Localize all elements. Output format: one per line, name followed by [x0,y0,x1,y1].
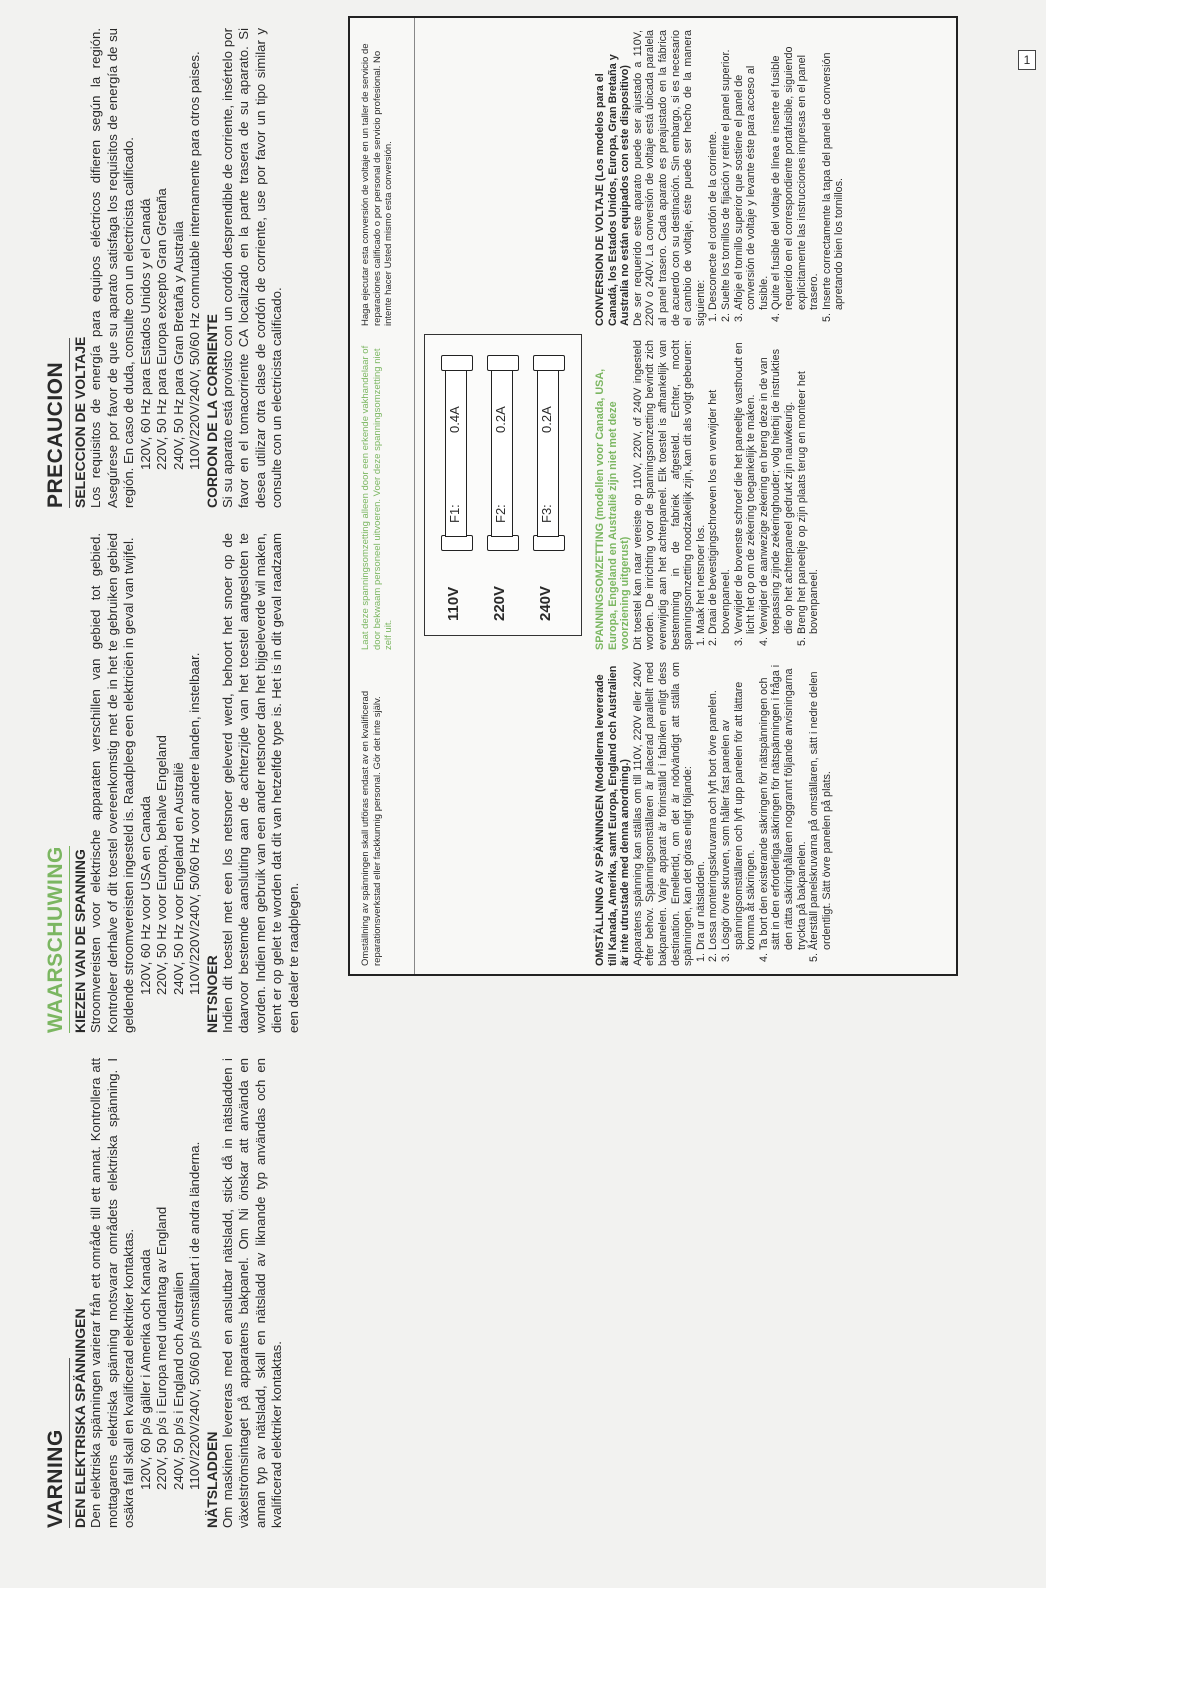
list-item: 1. Desconecte el cordón de la corriente. [707,30,720,310]
fuse-label: F2: [493,504,508,523]
dutch-subheading-cord: NETSNOER [203,955,220,1033]
dutch-section [44,533,302,1033]
spanish-note-text: Haga ejecutar esta conversión de voltaje en un taller de servicio de reparaciones calificado o por personal de servicio profesional. No intente hacer Usted mismo esta conversión. [360,43,394,326]
spanish-conversion-title: CONVERSION DE VOLTAJE (Los modelos para el Canadá, los Estados Unidos, Europa, Gran Bretaña y Australia no están equipados con este dispositivo) [594,54,632,326]
fuse-rating: 0.2A [539,406,554,433]
swedish-subheading-voltage: DEN ELEKTRISKA SPÄNNINGEN [72,1308,88,1528]
list-item: 1. Dra ur nätsladden. [695,662,708,950]
spanish-section [44,28,286,508]
list-item: 5. Breng het paneeltje op zijn plaats terug en monteer het bovenpaneel. [796,340,821,634]
panel-divider [414,18,415,974]
fuse-icon [533,355,563,551]
swedish-voltage-item: 120V, 60 p/s gäller i Amerika och Kanada [137,1249,153,1490]
swedish-voltage-item: 240V, 50 p/s i England och Australien [170,1272,186,1490]
list-item: 3. Afloje el tornillo superior que sostiene el panel de conversión de voltaje y levante éste para acceso al fusible. [733,30,771,310]
dutch-conversion-body: Dit toestel kan naar vereiste op 110V, 220V, of 240V ingesteld worden. De inrichting voor de spanningsomzetting bevindt zich evenwijdig aan het achterpaneel. Elk toestel is afhankelijk van bestemming in de fabriek afgesteld. Echter, mocht spanningsomzetting noodzakelijk zijn, kan dit als volgt gebeuren: [631,340,695,650]
swedish-voltage-item: 110V/220V/240V, 50/60 p/s omställbart i de andra länderna. [187,1141,202,1490]
list-item: 4. Verwijder de aanwezige zekering en breng deze in de van toepassing zijnde zekeringhouder; volg hierbij de instrukties die op het achterpaneel gedrukt zijn nauwkeurig. [758,340,796,634]
spanish-voltage-item: 110V/220V/240V, 50/60 Hz conmutable internamente para otros paises. [187,51,202,470]
dutch-voltage-item: 220V, 50 Hz voor Europa, behalve Engeland [154,735,169,995]
fuse-icon [487,355,517,551]
spanish-heading: PRECAUCION [44,338,70,508]
list-item: 4. Ta bort den existerande säkringen för nätspänningen och sätt in den erforderliga säkringen för nätspänningen i fråga i den rätta säkringhållaren noggrannt följande anvisningarna tryckta på bakpanelen. [758,662,808,950]
swedish-note-text: Omställning av spänningen skall utföras endast av en kvalificerad reparationsverkstad eller fackkunnig personal. Gör det inte själv. [360,690,383,966]
spanish-warning-note [358,26,395,326]
list-item: 5. Inserte correctamente la tapa del panel de conversión apretando bien los tornillos. [821,30,846,310]
swedish-subheading-cord: NÄTSLADDEN [203,1431,220,1528]
swedish-conversion-body: Apparatens spänning kan ställas om till 110V, 220V eller 240V efter behov. Spänningsomställaren är placerad parallellt med bakpanelen. Varje apparat är förinställd i fabriken enligt dess destination. Emellertid, om det är nödvändigt att ställa om spänningen, kan det göras enligt följande: [631,662,695,966]
voltage-conversion-panel [348,16,958,976]
list-item: 2. Draai de bevestigingschroeven los en verwijder het bovenpaneel. [707,340,732,634]
fuse-label: F3: [539,504,554,523]
fuse-icon [441,355,471,551]
spanish-conversion-instructions [594,30,846,326]
fuse-row [439,341,473,621]
fuse-rating: 0.2A [493,406,508,433]
dutch-voltage-text: Stroomvereisten voor elektrische apparaten verschillen van gebied tot gebied. Kontroleer derhalve of dit toestel overeenkomstig met de in het te gebruiken gebied geldende stroomvereisten ingesteld is. Raadpleeg een elektriciën in geval van twijfel. [88,533,136,1033]
list-item: 3. Lösgör övre skruven, som håller fast panelen av spänningsomställaren och lyft upp panelen för att lättare komma åt säkringen. [720,662,758,950]
list-item: 3. Verwijder de bovenste schroef die het paneeltje vasthoudt en licht het op om de zekering toegankelijk te maken. [733,340,758,634]
fuse-rating: 0.4A [447,406,462,433]
swedish-conversion-title: OMSTÄLLNING AV SPÄNNINGEN (Modellerna levererade till Kanada, Amerika, samt Europa, England och Australien är inte utrustade med denna anordning.) [594,665,632,966]
dutch-subheading-voltage: KIEZEN VAN DE SPANNING [72,849,88,1033]
fuse-diagram [424,334,582,636]
list-item: 2. Suelte los tornillos de fijación y retire el panel superior. [720,30,733,310]
dutch-voltage-item: 240V, 50 Hz voor Engeland en Australië [170,762,186,995]
list-item: 4. Quite el fusible del voltaje de línea e inserte el fusible requerido en el correspondiente portafusible, siguiendo explícitamente las instrucciones impresas en el panel trasero. [770,30,820,310]
fuse-row [485,341,519,621]
list-item: 2. Lossa monteringsskruvarna och lyft bort övre panelen. [707,662,720,950]
dutch-warning-note [358,332,395,650]
dutch-voltage-item: 120V, 60 Hz voor USA en Canada [137,796,153,995]
spanish-subheading-cord: CORDON DE LA CORRIENTE [203,314,220,508]
swedish-section [44,1058,286,1528]
spanish-conversion-body: De ser requerido este aparato puede ser ajustado a 110V, 220V o 240V. La conversión de voltaje está ubicada paralela al panel trasero. Cada aparato es preajustado en la fábrica de acuerdo con su destinación. Sin embargo, si es necesario el cambio de voltaje, éste puede ser hecho de la manera siguiente: [631,30,707,326]
swedish-steps [695,662,834,966]
dutch-conversion-instructions [594,340,821,650]
fuse-row [531,341,565,621]
fuse-label: F1: [447,504,462,523]
swedish-voltage-item: 220V, 50 p/s i Europa med undantag av England [154,1206,169,1490]
fuse-voltage-label: 240V [537,585,554,621]
swedish-voltage-text: Den elektriska spänningen varierar från ett område till ett annat. Kontrollera att mottagarens elektriska spänning motsvarar områdets elektriska spänning. I osäkra fall skall en kvalificerad elektriker kontaktas. [88,1058,136,1528]
fuse-voltage-label: 110V [445,586,462,621]
list-item: 1. Maak het netsnoer los. [695,340,708,634]
dutch-heading: WAARSCHUWING [44,846,70,1033]
dutch-conversion-title: SPANNINGSOMZETTING (modellen voor Canada, USA, Europa, Engeland en Australië zijn niet met deze voorziening uitgerust) [594,368,632,650]
page-number: 1 [1018,50,1036,70]
spanish-voltage-item: 120V, 60 Hz para Estados Unidos y el Canadá [137,198,153,470]
dutch-voltage-item: 110V/220V/240V, 50/60 Hz voor andere landen, instelbaar. [187,652,202,995]
spanish-voltage-text: Los requisitos de energía para equipos eléctricos difieren según la región. Asegúrese por favor de que su aparato satisfaga los requisitos de energía de su región. En caso de duda, consulte con un electricista calificado. [88,28,136,508]
swedish-heading: VARNING [44,1358,70,1528]
dutch-note-text: Laat deze spanningsomzetting alleen door een erkende vakhandelaar of door bekwaam personeel uitvoeren. Voer deze spanningsomzetting niet zelf uit. [360,345,394,650]
fuse-voltage-label: 220V [491,585,508,621]
spanish-voltage-item: 240V, 50 Hz para Gran Bretaña y Australia [170,221,186,470]
swedish-conversion-instructions [594,662,833,966]
list-item: 5. Återställ panelskruvarna på omställaren, sätt i nedre delen ordentligt. Sätt övre panelen på plats. [808,662,833,950]
spanish-steps [707,30,846,326]
dutch-cord-text: Indien dit toestel met een los netsnoer geleverd werd, behoort het snoer op de daarvoor bestemde aansluiting aan de achterzijde van het toestel aangesloten te worden. Indien men gebruik van een ander netsnoer dan het bijgeleverde wil maken, dient er op gelet te worden dat dit van hetzelfde type is. Het is in dit geval raadzaam een dealer te raadplegen. [219,533,301,1033]
spanish-subheading-voltage: SELECCION DE VOLTAJE [72,336,88,508]
dutch-steps [695,340,821,650]
spanish-cord-text: Si su aparato está provisto con un cordón desprendible de corriente, insértelo por favor en el tomacorriente CA localizado en la parte trasera de su aparato. Si desea utilizar otra clase de cordón de corriente, use por favor un tipo similar y consulte con un electricista calificado. [219,28,284,508]
spanish-voltage-item: 220V, 50 Hz para Europa excepto Gran Gretaña [154,188,169,470]
swedish-cord-text: Om maskinen levereras med en anslutbar nätsladd, stick då in nätsladden i växelströmsintaget på apparatens bakpanel. Om Ni önskar att använda en annan typ av nätsladd, skall en nätsladd av liknande typ användas och en kvalificerad elektriker kontaktas. [219,1058,284,1528]
swedish-warning-note [358,656,383,966]
